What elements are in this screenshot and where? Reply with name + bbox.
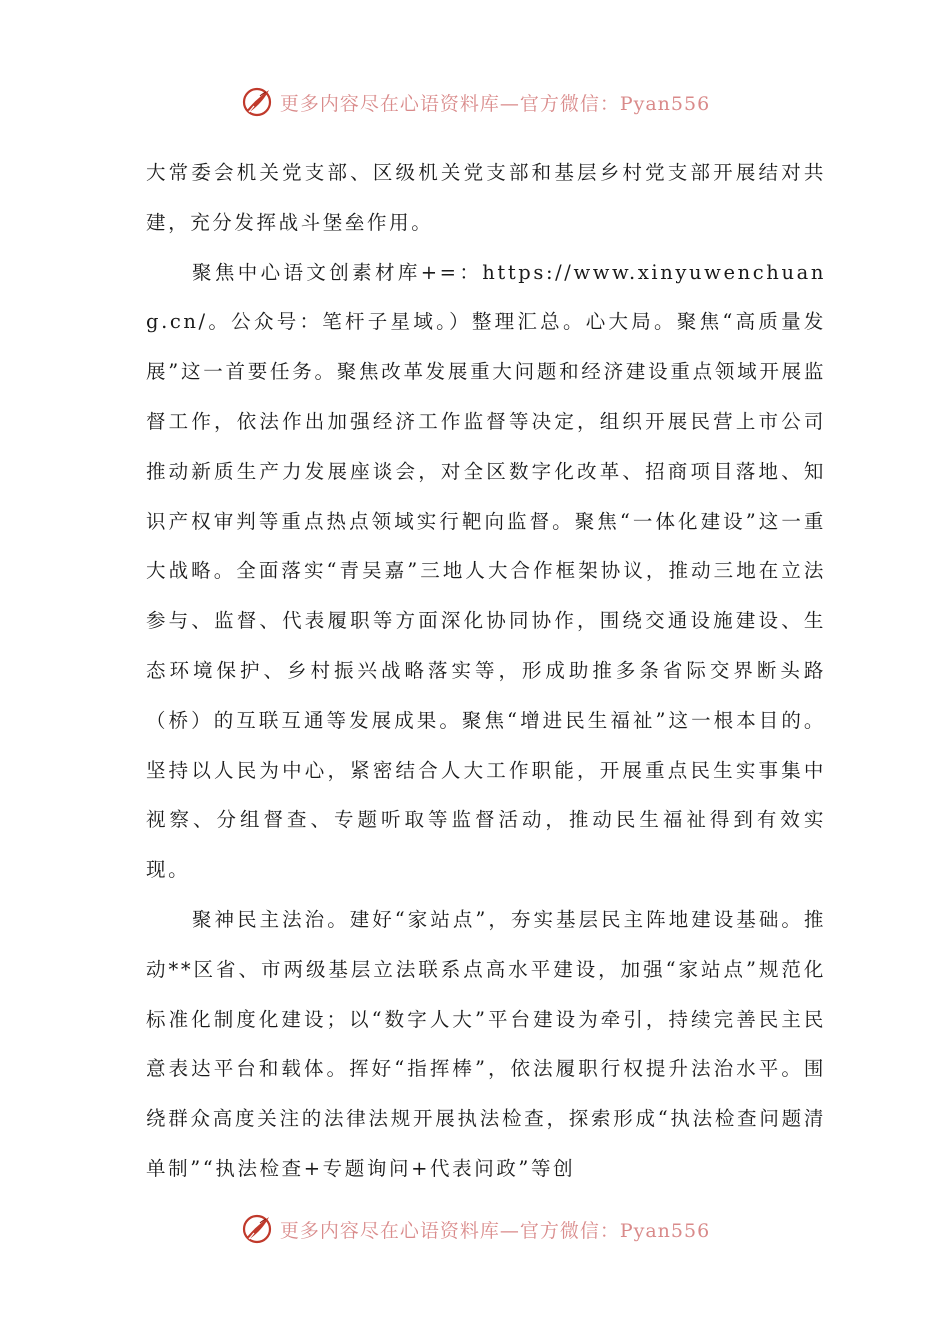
footer-banner <box>0 1209 950 1249</box>
paragraph-1: 大常委会机关党支部、区级机关党支部和基层乡村党支部开展结对共建，充分发挥战斗堡垒作用。 <box>146 161 826 234</box>
paragraph-2: 聚焦中心语文创素材库+=：https://www.xinyuwenchuang.cn/。公众号：笔杆子星域。）整理汇总。心大局。聚焦“高质量发展”这一首要任务。聚焦改革发展重大问题和经济建设重点领域开展监督工作，依法作出加强经济工作监督等决定，组织开展民营上市公司推动新质生产力发展座谈会，对全区数字化改革、招商项目落地、知识产权审判等重点热点领域实行靶向监督。聚焦“一体化建设”这一重大战略。全面落实“青吴嘉”三地人大合作框架协议，推动三地在立法参与、监督、代表履职等方面深化协同协作，围绕交通设施建设、生态环境保护、乡村振兴战略落实等，形成助推多条省际交界断头路（桥）的互联互通等发展成果。聚焦“增进民生福祉”这一根本目的。坚持以人民为中心，紧密结合人大工作职能，开展重点民生实事集中视察、分组督查、专题听取等监督活动，推动民生福祉得到有效实现。 <box>146 260 826 882</box>
quill-logo-icon <box>240 1211 276 1247</box>
header-banner-text: 更多内容尽在心语资料库—官方微信：Pyan556 <box>279 92 711 115</box>
header-banner <box>0 82 950 122</box>
footer-banner-text: 更多内容尽在心语资料库—官方微信：Pyan556 <box>279 1219 711 1242</box>
quill-logo-icon <box>240 84 276 120</box>
paragraph-3: 聚神民主法治。建好“家站点”，夯实基层民主阵地建设基础。推动**区省、市两级基层立法联系点高水平建设，加强“家站点”规范化标准化制度化建设；以“数字人大”平台建设为牵引，持续完善民主民意表达平台和载体。挥好“指挥棒”，依法履职行权提升法治水平。围绕群众高度关注的法律法规开展执法检查，探索形成“执法检查问题清单制”“执法检查+专题询问+代表问政”等创 <box>146 907 826 1180</box>
document-body <box>146 148 826 1194</box>
